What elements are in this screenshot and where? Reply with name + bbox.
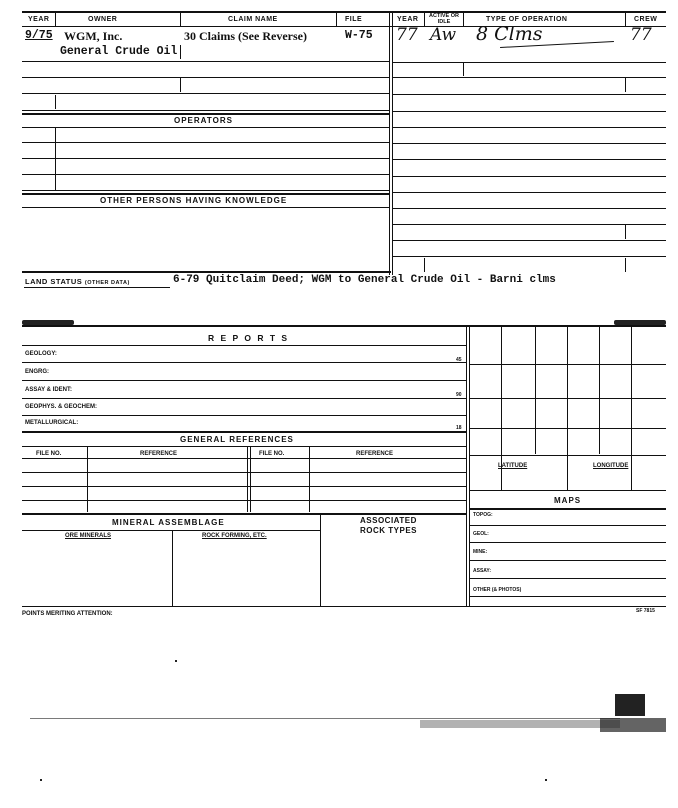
col-sep	[180, 45, 181, 59]
report-engrg: ENGRG:	[25, 369, 49, 375]
col-sep	[625, 11, 626, 27]
row-line	[22, 380, 466, 381]
land-status-label	[25, 277, 130, 286]
other-persons-rule	[22, 207, 389, 208]
ref-reference-1: REFERENCE	[140, 451, 178, 457]
row-line	[22, 61, 389, 62]
latitude-label: LATITUDE	[498, 463, 528, 469]
row-line	[393, 256, 666, 257]
rock-forming-label: ROCK FORMING, ETC.	[202, 533, 267, 539]
scan-dot	[545, 779, 547, 781]
map-other: OTHER (& PHOTOS)	[473, 587, 522, 593]
col-sep	[247, 446, 248, 512]
scan-artifact	[420, 720, 620, 728]
mineral-top-rule	[22, 513, 466, 515]
assoc-rock-1: ASSOCIATED	[360, 516, 417, 525]
mineral-header-rule	[22, 530, 320, 531]
land-status-title: LAND STATUS	[25, 277, 83, 286]
report-number: 45	[456, 357, 462, 363]
report-number: 90	[456, 392, 462, 398]
reports-right-border	[469, 327, 470, 607]
row-line	[393, 94, 666, 95]
handwritten-type: 8 Clms	[476, 23, 543, 45]
scan-artifact	[30, 718, 620, 719]
map-geol: GEOL:	[473, 531, 489, 537]
row-line	[393, 143, 666, 144]
map-mine: MINE:	[473, 549, 488, 555]
ref-file-no-2: FILE NO.	[259, 451, 285, 457]
grid-line	[469, 364, 666, 365]
grid-line	[469, 428, 666, 429]
row-line	[22, 486, 466, 487]
report-assay: ASSAY & IDENT:	[25, 387, 73, 393]
row-line	[469, 578, 666, 579]
col-sep	[336, 11, 337, 27]
col-sep	[180, 78, 181, 92]
col-sep	[55, 95, 56, 109]
header-type-of-operation: TYPE OF OPERATION	[486, 16, 568, 23]
operators-top-rule	[22, 113, 389, 115]
other-persons-label: OTHER PERSONS HAVING KNOWLEDGE	[100, 196, 288, 205]
col-sep	[250, 446, 251, 512]
handwritten-crew: 77	[630, 25, 652, 45]
scan-dot	[40, 779, 42, 781]
longitude-label: LONGITUDE	[593, 463, 629, 469]
col-sep	[309, 446, 310, 512]
maps-title: MAPS	[554, 496, 582, 505]
col-sep	[55, 128, 56, 190]
header-active-or-idle: ACTIVE OR IDLE	[429, 13, 459, 25]
record-claim-name: 30 Claims (See Reverse)	[184, 29, 307, 43]
points-meriting-attention: POINTS MERITING ATTENTION:	[22, 611, 113, 617]
report-metallurgical: METALLURGICAL:	[25, 420, 79, 426]
col-sep	[625, 258, 626, 272]
mineral-title: MINERAL ASSEMBLAGE	[112, 518, 225, 527]
operators-header-rule	[22, 127, 389, 128]
grid-line	[535, 327, 536, 454]
col-sep	[320, 513, 321, 606]
scan-dot	[175, 660, 177, 662]
row-line	[22, 362, 466, 363]
col-sep	[463, 62, 464, 76]
reports-right-border	[466, 327, 467, 607]
row-line	[22, 500, 466, 501]
grid-line	[469, 455, 666, 456]
reports-top-rule	[22, 325, 666, 327]
scan-artifact	[615, 694, 645, 716]
row-line	[22, 458, 466, 459]
row-line	[393, 127, 666, 128]
scan-artifact	[600, 718, 666, 732]
reports-header-rule	[22, 345, 466, 346]
bottom-rule	[22, 606, 666, 607]
row-line	[469, 542, 666, 543]
row-line	[22, 472, 466, 473]
grid-line	[599, 327, 600, 454]
row-line	[22, 77, 389, 78]
col-sep	[463, 11, 464, 27]
col-sep	[180, 11, 181, 27]
row-line	[22, 93, 389, 94]
grid-line	[631, 327, 632, 490]
col-sep	[424, 258, 425, 272]
row-line	[393, 62, 666, 63]
general-refs-title: GENERAL REFERENCES	[180, 435, 294, 444]
report-number: 18	[456, 425, 462, 431]
col-sep	[625, 78, 626, 92]
row-line	[22, 158, 389, 159]
maps-top-rule	[469, 490, 666, 491]
header-claim-name: CLAIM NAME	[228, 16, 278, 23]
header-year: YEAR	[28, 16, 50, 23]
reports-title: R E P O R T S	[208, 333, 290, 343]
row-line	[22, 142, 389, 143]
general-refs-header-rule	[22, 446, 466, 447]
top-border	[22, 11, 666, 13]
assoc-rock-2: ROCK TYPES	[360, 526, 418, 535]
operators-label: OPERATORS	[174, 116, 233, 125]
handwritten-year: 77	[396, 25, 418, 45]
header-file: FILE	[345, 16, 363, 23]
land-status-value: 6-79 Quitclaim Deed; WGM to General Crude Oil - Barni clms	[173, 274, 556, 286]
report-geology: GEOLOGY:	[25, 351, 57, 357]
row-line	[393, 111, 666, 112]
land-status-underline	[24, 287, 170, 288]
row-line	[469, 560, 666, 561]
row-line	[393, 159, 666, 160]
record-owner: WGM, Inc.	[64, 29, 123, 43]
maps-header-rule	[469, 508, 666, 510]
row-line	[22, 190, 389, 191]
ref-file-no-1: FILE NO.	[36, 451, 62, 457]
land-status-subtitle: (OTHER DATA)	[84, 280, 130, 286]
record-owner-2: General Crude Oil	[60, 45, 178, 58]
header-owner: OWNER	[88, 16, 118, 23]
grid-line	[567, 327, 568, 490]
other-persons-top-rule	[22, 193, 389, 195]
land-status-rule	[22, 271, 391, 273]
record-year: 9/75	[25, 29, 53, 42]
general-refs-top-rule	[22, 431, 466, 433]
map-assay: ASSAY:	[473, 568, 492, 574]
col-sep	[424, 11, 425, 27]
row-line	[393, 176, 666, 177]
row-line	[22, 415, 466, 416]
row-line	[469, 596, 666, 597]
grid-line	[469, 398, 666, 399]
row-line	[469, 525, 666, 526]
header-year-2: YEAR	[397, 16, 419, 23]
handwritten-active: Aw	[430, 25, 457, 45]
row-line	[393, 192, 666, 193]
row-line	[22, 174, 389, 175]
col-sep	[172, 530, 173, 606]
row-line	[22, 398, 466, 399]
row-line	[393, 240, 666, 241]
record-file: W-75	[345, 29, 373, 42]
ref-reference-2: REFERENCE	[356, 451, 394, 457]
row-line	[393, 208, 666, 209]
col-sep	[625, 225, 626, 239]
row-line	[22, 110, 389, 111]
header-rule	[22, 26, 666, 27]
form-code: SF 7815	[636, 608, 655, 614]
header-crew: CREW	[634, 16, 658, 23]
main-divider	[389, 11, 390, 275]
report-geophys: GEOPHYS. & GEOCHEM:	[25, 404, 98, 410]
ore-minerals-label: ORE MINERALS	[65, 533, 112, 539]
col-sep	[87, 446, 88, 512]
col-sep	[55, 11, 56, 27]
map-topog: TOPOG:	[473, 512, 493, 518]
